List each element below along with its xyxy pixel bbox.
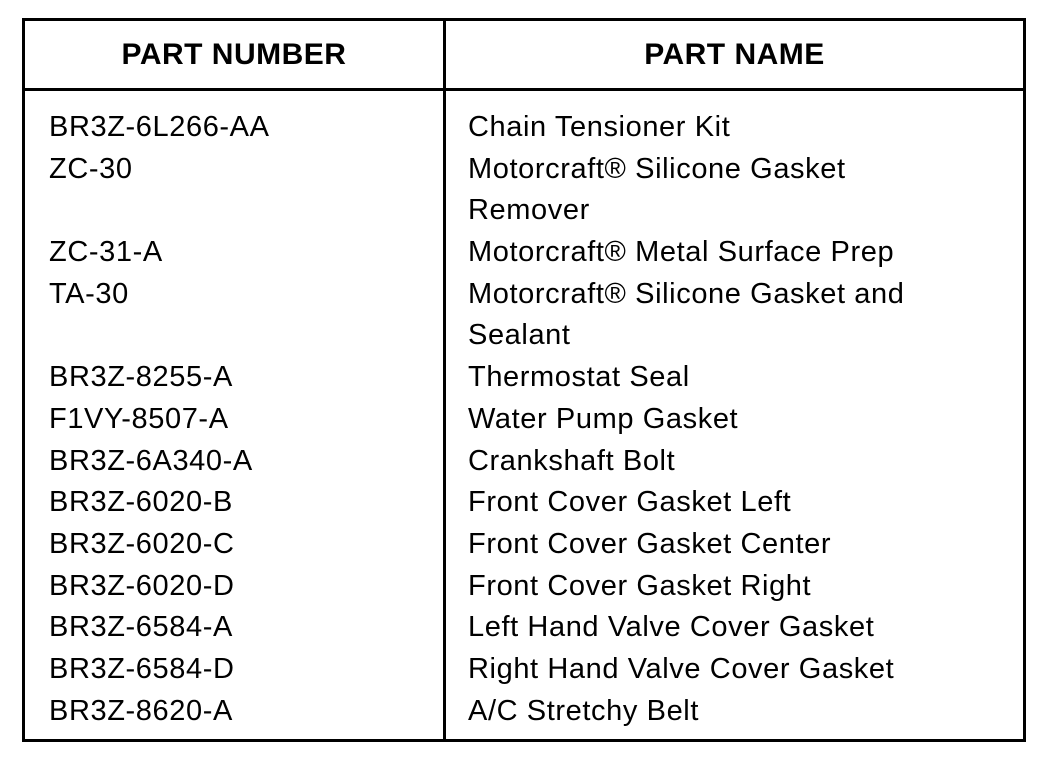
part-number-cell: BR3Z-8620-A xyxy=(49,694,233,727)
part-number-cell: BR3Z-6584-D xyxy=(49,652,235,685)
part-name-cell: Motorcraft® Metal Surface Prep xyxy=(468,236,895,269)
part-number-cell: BR3Z-6020-C xyxy=(49,527,235,560)
part-number-cell: BR3Z-6584-A xyxy=(49,611,233,644)
part-number-cell: BR3Z-6020-D xyxy=(49,569,235,602)
part-name-cell: Crankshaft Bolt xyxy=(468,444,676,477)
part-number-cell: ZC-30 xyxy=(49,152,133,185)
part-name-cell: Front Cover Gasket Left xyxy=(468,486,792,519)
part-name-cell: Motorcraft® Silicone Gasket xyxy=(468,152,846,185)
part-name-cell: Right Hand Valve Cover Gasket xyxy=(468,652,895,685)
part-name-column xyxy=(468,107,1008,732)
part-number-spacer xyxy=(49,190,429,232)
column-divider xyxy=(443,21,446,739)
part-name-cell: Left Hand Valve Cover Gasket xyxy=(468,611,875,644)
part-number-spacer xyxy=(49,315,429,357)
part-number-cell: TA-30 xyxy=(49,277,129,310)
part-name-cell: Front Cover Gasket Right xyxy=(468,569,812,602)
header-part-number: PART NUMBER xyxy=(121,37,347,71)
part-number-cell: BR3Z-8255-A xyxy=(49,361,233,394)
part-number-column xyxy=(49,107,429,732)
part-number-cell: BR3Z-6L266-AA xyxy=(49,111,270,143)
part-name-cell: Motorcraft® Silicone Gasket and xyxy=(468,277,905,310)
part-name-cell: Chain Tensioner Kit xyxy=(468,111,731,143)
part-name-cell: Front Cover Gasket Center xyxy=(468,527,832,560)
part-name-cell: Remover xyxy=(468,194,590,227)
table-header-row xyxy=(25,21,1023,91)
part-name-cell: A/C Stretchy Belt xyxy=(468,694,699,727)
part-number-cell: F1VY-8507-A xyxy=(49,402,229,435)
part-number-cell: ZC-31-A xyxy=(49,236,163,269)
header-part-name: PART NAME xyxy=(644,37,825,71)
part-name-cell: Sealant xyxy=(468,319,571,352)
part-name-cell: Water Pump Gasket xyxy=(468,402,739,435)
part-number-cell: BR3Z-6020-B xyxy=(49,486,233,519)
part-name-cell: Thermostat Seal xyxy=(468,361,690,394)
parts-table xyxy=(22,18,1026,742)
part-number-cell: BR3Z-6A340-A xyxy=(49,444,253,477)
